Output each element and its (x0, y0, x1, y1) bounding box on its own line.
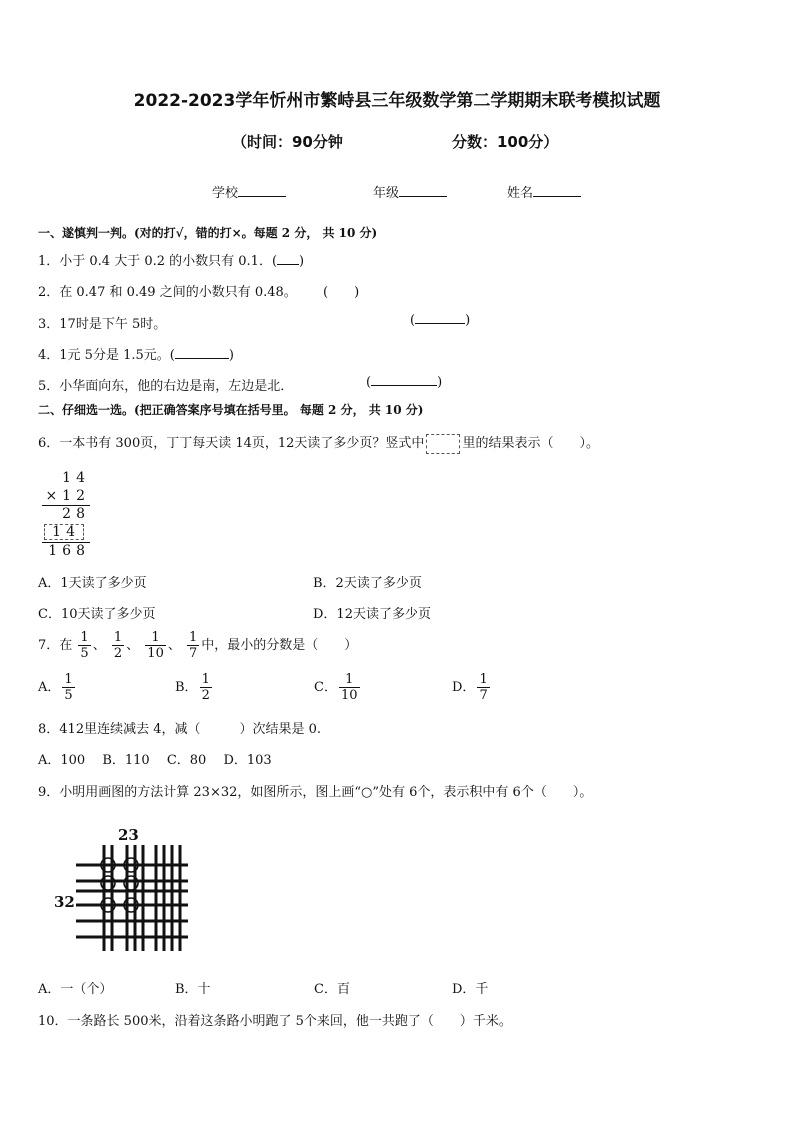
answer-blank-3[interactable] (415, 323, 465, 324)
option-7b[interactable] (175, 672, 214, 703)
vertical-row-2: ×12 (45, 488, 90, 504)
fraction (339, 672, 360, 703)
exam-time: （时间：90分钟 (232, 133, 343, 151)
separator: 、 (92, 638, 106, 653)
section2-heading: 二、仔细选一选。(把正确答案序号填在括号里。 每题 2 分， 共 10 分) (38, 403, 424, 417)
option-label: C． (314, 680, 337, 695)
denominator: 2 (201, 688, 210, 703)
numerator: 1 (201, 672, 210, 687)
page-title: 2022-2023学年忻州市繁峙县三年级数学第二学期期末联考模拟试题 (133, 91, 661, 111)
denominator: 7 (189, 646, 198, 661)
denominator: 2 (113, 646, 123, 661)
option-9b[interactable]: B．十 (175, 982, 211, 997)
question-1-text: 1．小于 0.4 大于 0.2 的小数只有 0.1．( (38, 254, 278, 269)
multiplication-grid-figure (76, 845, 192, 955)
denominator: 10 (147, 646, 164, 661)
option-7d[interactable] (452, 672, 492, 703)
question-2 (38, 281, 297, 300)
fraction (62, 672, 74, 703)
fraction (112, 630, 124, 661)
school-label: 学校 (212, 186, 239, 201)
question-5: 5．小华面向东，他的右边是南，左边是北． (38, 379, 294, 394)
grade-field[interactable] (373, 182, 447, 201)
option-6c[interactable]: C．10天读了多少页 (38, 607, 156, 622)
school-field[interactable] (212, 182, 286, 201)
question-7 (38, 630, 357, 661)
question-3: 3．17时是下午 5时。 (38, 317, 167, 332)
question-7-suffix: 中，最小的分数是（ ） (201, 638, 358, 653)
answer-paren-3[interactable] (410, 313, 470, 328)
vertical-row-3: 28 (62, 506, 90, 522)
numerator: 1 (189, 630, 198, 645)
numerator: 1 (64, 672, 73, 687)
option-6d[interactable]: D．12天读了多少页 (313, 607, 431, 622)
name-field[interactable] (507, 182, 581, 201)
denominator: 10 (340, 688, 358, 703)
option-label: A． (38, 680, 61, 695)
question-6-text: 6．一本书有 300页，丁丁每天读 14页，12天读了多少页？竖式中 (38, 436, 425, 451)
paren-close: ) (299, 254, 305, 269)
numerator: 1 (145, 630, 166, 646)
denominator: 5 (80, 646, 89, 661)
answer-paren-2[interactable]: ( ) (323, 285, 360, 300)
grade-blank[interactable] (399, 196, 447, 197)
denominator: 7 (479, 688, 488, 703)
school-blank[interactable] (238, 196, 286, 197)
exam-score: 分数：100分） (452, 133, 559, 151)
numerator: 1 (339, 672, 360, 688)
paren-close: ) (437, 375, 443, 390)
separator: 、 (167, 638, 181, 653)
option-6a[interactable]: A．1天读了多少页 (38, 576, 147, 591)
fraction (187, 630, 199, 661)
fraction (78, 630, 90, 661)
fraction (477, 672, 489, 703)
paren-close: ) (228, 348, 234, 363)
figure-left-label: 32 (54, 893, 75, 911)
name-label: 姓名 (507, 186, 534, 201)
option-6b[interactable]: B．2天读了多少页 (313, 576, 422, 591)
answer-blank-5[interactable] (371, 385, 437, 386)
vertical-row-5: 168 (48, 543, 90, 559)
question-1 (38, 250, 304, 269)
question-6 (38, 432, 599, 454)
question-4-text: 4．1元 5分是 1.5元。( (38, 348, 175, 363)
options-8[interactable]: A．100 B．110 C．80 D．103 (38, 753, 272, 768)
option-label: B． (175, 680, 198, 695)
numerator: 1 (80, 630, 89, 645)
numerator: 1 (479, 672, 488, 687)
paren-close: ) (465, 313, 471, 328)
section1-heading: 一、遂慎判一判。(对的打√，错的打×。每题 2 分， 共 10 分) (38, 226, 378, 240)
separator: 、 (126, 638, 140, 653)
question-6-text-end: 里的结果表示（ ）。 (462, 436, 599, 451)
fraction (200, 672, 212, 703)
grade-label: 年级 (373, 186, 400, 201)
figure-top-label: 23 (118, 826, 139, 844)
option-9d[interactable]: D．千 (452, 982, 489, 997)
answer-paren-5[interactable] (366, 375, 442, 390)
dashed-box-icon (426, 434, 460, 454)
vertical-row-1: 14 (62, 470, 90, 486)
question-7-prefix: 7．在 (38, 638, 73, 653)
denominator: 5 (64, 688, 73, 703)
option-9c[interactable]: C．百 (314, 982, 350, 997)
question-2-text: 2．在 0.47 和 0.49 之间的小数只有 0.48。 (38, 285, 297, 300)
option-label: D． (452, 680, 476, 695)
fraction (145, 630, 166, 661)
name-blank[interactable] (533, 196, 581, 197)
question-9: 9．小明用画图的方法计算 23×32，如图所示，图上画“○”处有 6个，表示积中有 6个（ ）。 (38, 785, 593, 800)
paren-open: ( (410, 313, 416, 328)
vertical-multiplication (40, 470, 96, 562)
paren-open: ( (366, 375, 372, 390)
option-7a[interactable] (38, 672, 77, 703)
answer-blank-4[interactable] (175, 358, 229, 359)
question-4 (38, 344, 234, 363)
answer-blank-1[interactable] (277, 264, 299, 265)
option-7c[interactable] (314, 672, 362, 703)
question-10: 10．一条路长 500米，沿着这条路小明跑了 5个来回，他一共跑了（ ）千米。 (38, 1014, 512, 1029)
numerator: 1 (113, 630, 123, 645)
vertical-row-4: 14 (52, 524, 80, 540)
option-9a[interactable]: A．一（个） (38, 982, 113, 997)
question-8: 8．412里连续减去 4，减（ ）次结果是 0. (38, 722, 322, 737)
